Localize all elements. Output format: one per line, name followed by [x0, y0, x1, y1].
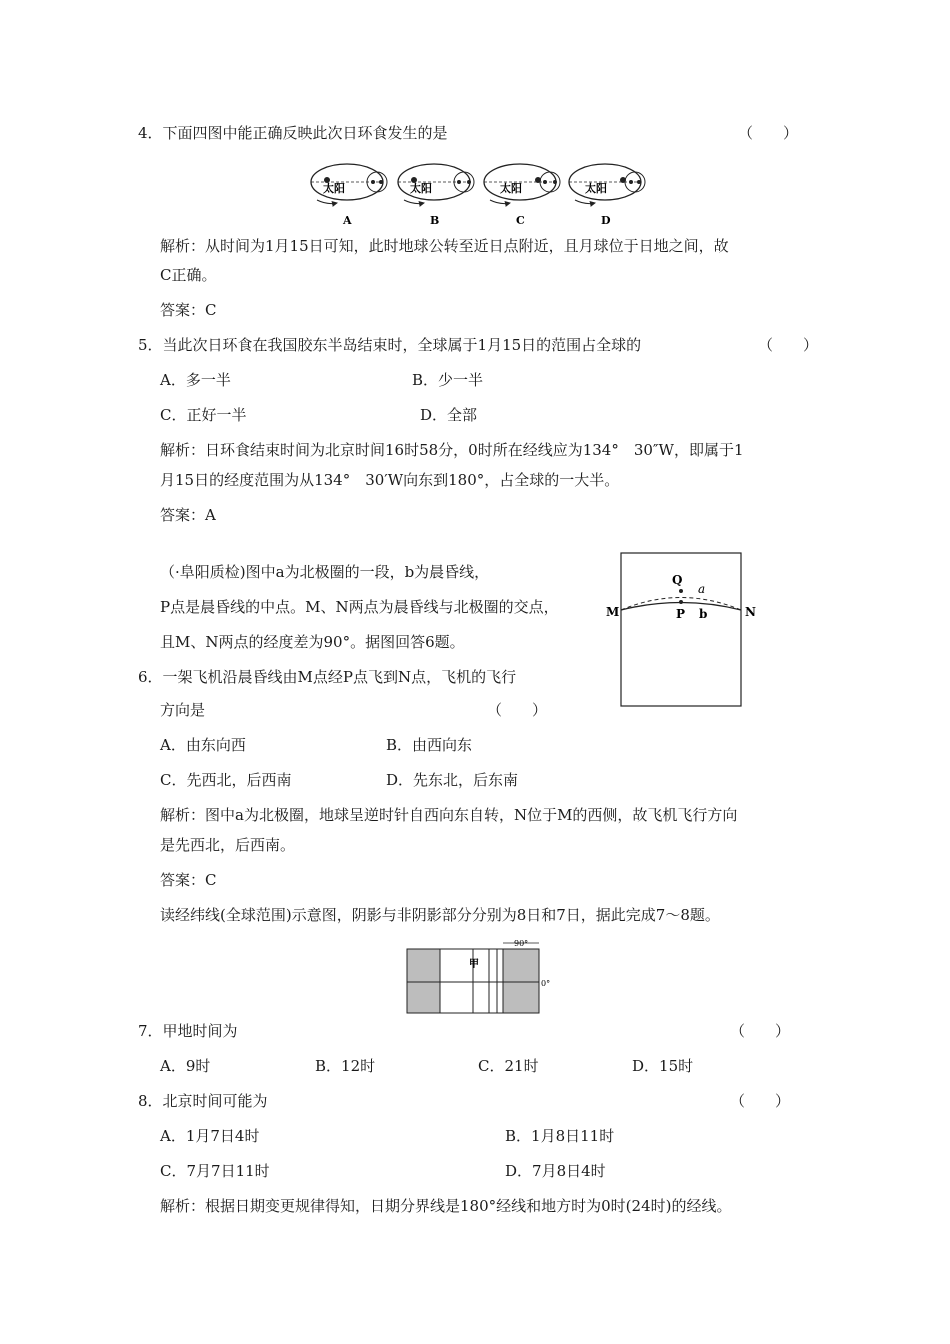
- option-label-a: A: [343, 214, 352, 227]
- q7-option-b: B．12时: [315, 1057, 376, 1075]
- option-label-c: C: [516, 214, 525, 227]
- option-a-diagram: [311, 164, 387, 227]
- point-q-label: Q: [672, 573, 683, 587]
- sun-label-b: 太阳: [410, 182, 432, 195]
- point-p-label: P: [676, 607, 686, 621]
- jia-label: 甲: [469, 959, 479, 970]
- q78-intro: 读经纬线(全球范围)示意图，阴影与非阴影部分分别为8日和7日，据此完成7～8题。: [160, 906, 720, 924]
- option-d-diagram: [569, 164, 645, 227]
- option-label-b: B: [430, 214, 440, 227]
- q6-option-d: D．先东北，后东南: [386, 771, 519, 789]
- q8-option-d: D．7月8日4时: [505, 1162, 606, 1180]
- q4-analysis-line2: C正确。: [160, 266, 217, 284]
- q7-option-d: D．15时: [632, 1057, 694, 1075]
- sun-label-d: 太阳: [585, 182, 607, 195]
- q6-option-c: C．先西北，后西南: [160, 771, 292, 789]
- lat-lon-figure: [400, 937, 560, 1017]
- q8-option-a: A．1月7日4时: [160, 1127, 260, 1145]
- q7-answer-paren: （ ）: [730, 1022, 791, 1040]
- q5-analysis-line1: 解析：日环食结束时间为北京时间16时58分，0时所在经线应为134° 30″W，即属于1: [160, 441, 744, 459]
- arc-a-label: a: [698, 582, 706, 596]
- q8-answer-paren: （ ）: [730, 1092, 791, 1110]
- q6-option-a: A．由东向西: [160, 736, 246, 754]
- q6-stem-line1: 6．一架飞机沿晨昏线由M点经P点飞到N点，飞机的飞行: [138, 668, 517, 686]
- sun-label-c: 太阳: [500, 182, 522, 195]
- q8-option-c: C．7月7日11时: [160, 1162, 270, 1180]
- q6-stem-line2: 方向是: [160, 701, 206, 719]
- line-b-label: b: [699, 607, 708, 621]
- q5-analysis-line2: 月15日的经度范围为从134° 30′W向东到180°，占全球的一大半。: [160, 471, 620, 489]
- q6-answer-paren: （ ）: [487, 701, 548, 719]
- q4-analysis-line1: 解析：从时间为1月15日可知，此时地球公转至近日点附近，且月球位于日地之间，故: [160, 237, 729, 255]
- deg90-label: 90°: [514, 939, 529, 948]
- q6-intro-line2: P点是晨昏线的中点。M、N两点为晨昏线与北极圈的交点，: [160, 598, 559, 616]
- option-c-diagram: [484, 164, 560, 227]
- q6-intro-line1: （·阜阳质检)图中a为北极圈的一段，b为晨昏线，: [160, 563, 490, 581]
- q8-analysis-line1: 解析：根据日期变更规律得知，日期分界线是180°经线和地方时为0时(24时)的经线。: [160, 1197, 732, 1215]
- q4-eclipse-figure: [305, 160, 655, 232]
- q5-answer-paren: （ ）: [758, 336, 819, 354]
- arctic-circle-figure: [606, 550, 756, 710]
- q7-option-a: A．9时: [160, 1057, 211, 1075]
- q5-stem: 5．当此次日环食在我国胶东半岛结束时，全球属于1月15日的范围占全球的: [138, 336, 642, 354]
- q6-answer: 答案：C: [160, 871, 217, 889]
- q6-analysis-line1: 解析：图中a为北极圈，地球呈逆时针自西向东自转，N位于M的西侧，故飞机飞行方向: [160, 806, 738, 824]
- q4-answer-paren: （ ）: [738, 124, 799, 142]
- point-n-label: N: [745, 605, 756, 619]
- q4-answer: 答案：C: [160, 301, 217, 319]
- q6-analysis-line2: 是先西北，后西南。: [160, 836, 296, 854]
- q5-option-a: A．多一半: [160, 371, 231, 389]
- deg0-label: 0°: [541, 979, 551, 988]
- q6-intro-line3: 且M、N两点的经度差为90°。据图回答6题。: [160, 633, 465, 651]
- sun-label-a: 太阳: [323, 182, 345, 195]
- q5-answer: 答案：A: [160, 506, 216, 524]
- q5-option-b: B．少一半: [412, 371, 484, 389]
- q7-stem: 7．甲地时间为: [138, 1022, 238, 1040]
- q8-stem: 8．北京时间可能为: [138, 1092, 268, 1110]
- q7-option-c: C．21时: [478, 1057, 539, 1075]
- option-b-diagram: [398, 164, 474, 227]
- q5-option-d: D．全部: [420, 406, 478, 424]
- q6-option-b: B．由西向东: [386, 736, 473, 754]
- q4-stem: 4．下面四图中能正确反映此次日环食发生的是: [138, 124, 448, 142]
- point-m-label: M: [606, 605, 620, 619]
- q8-option-b: B．1月8日11时: [505, 1127, 615, 1145]
- option-label-d: D: [601, 214, 611, 227]
- q5-option-c: C．正好一半: [160, 406, 247, 424]
